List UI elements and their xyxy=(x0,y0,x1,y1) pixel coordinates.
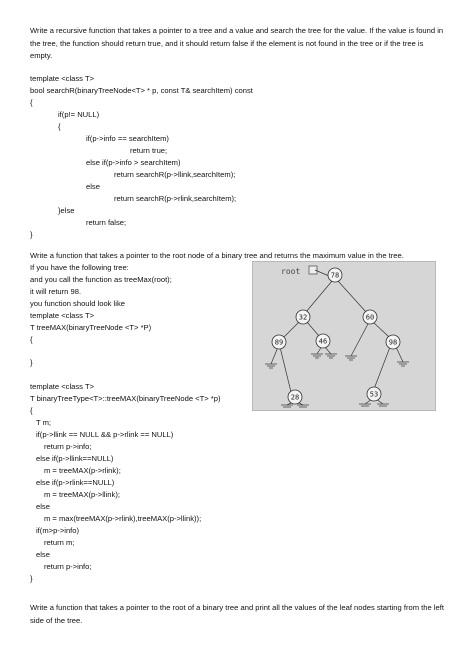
text-line: it will return 98. xyxy=(30,287,82,296)
code-line: else if(p->info > searchItem) xyxy=(86,158,181,167)
node-value: 89 xyxy=(274,338,284,347)
code-line: return true; xyxy=(130,146,168,155)
text-line: { xyxy=(30,335,33,344)
code-line: m = treeMAX(p->rlink); xyxy=(44,466,121,475)
text-line: } xyxy=(30,358,33,367)
binary-tree-diagram xyxy=(253,262,435,410)
node-value: 28 xyxy=(290,393,300,402)
tree-node xyxy=(272,335,286,349)
question-2-heading: Write a function that takes a pointer to the root node of a binary tree and returns the maximum value in the tree. xyxy=(30,251,404,260)
code-line: if(m>p->info) xyxy=(36,526,80,535)
tree-node xyxy=(367,387,381,401)
code-line: T binaryTreeType<T>::treeMAX(binaryTreeNode <T> *p) xyxy=(30,394,221,403)
question-1-text: Write a recursive function that takes a pointer to a tree and a value and search the tree for the value. If the value is found in the tree, the function should return true, and it should return false if the element is not found in the tree or if the tree is empty. xyxy=(30,26,444,61)
code-line: return searchR(p->rlink,searchItem); xyxy=(114,194,237,203)
code-line: return searchR(p->llink,searchItem); xyxy=(114,170,236,179)
text-line: template <class T> xyxy=(30,311,95,320)
tree-node xyxy=(386,335,400,349)
code-line: } xyxy=(30,574,33,583)
code-line: else if(p->rlink==NULL) xyxy=(36,478,115,487)
code-line: } xyxy=(30,230,33,239)
null-link-symbols xyxy=(265,354,409,407)
code-line: template <class T> xyxy=(30,74,95,83)
tree-node xyxy=(296,310,310,324)
code-line: return p->info; xyxy=(44,562,92,571)
code-line: return m; xyxy=(44,538,75,547)
node-value: 98 xyxy=(388,338,398,347)
code-line: else xyxy=(36,550,50,559)
code-line: }else xyxy=(58,206,75,215)
text-line: you function should look like xyxy=(30,299,125,308)
tree-node xyxy=(363,310,377,324)
code-line: return p->info; xyxy=(44,442,92,451)
code-line: { xyxy=(30,406,33,415)
node-value: 53 xyxy=(369,390,379,399)
code-line: m = treeMAX(p->llink); xyxy=(44,490,120,499)
code-line: T m; xyxy=(36,418,52,427)
code-line: else if(p->llink==NULL) xyxy=(36,454,114,463)
code-line: if(p!= NULL) xyxy=(58,110,100,119)
node-value: 78 xyxy=(330,271,340,280)
code-line: { xyxy=(58,122,61,131)
code-line: return false; xyxy=(86,218,127,227)
code-line: template <class T> xyxy=(30,382,95,391)
code-line: bool searchR(binaryTreeNode<T> * p, const T& searchItem) const xyxy=(30,86,253,95)
root-label: root xyxy=(281,267,301,276)
node-value: 60 xyxy=(365,313,375,322)
text-line: T treeMAX(binaryTreeNode <T> *P) xyxy=(30,323,152,332)
code-line: m = max(treeMAX(p->rlink),treeMAX(p->llink)); xyxy=(44,514,202,523)
code-line: if(p->info == searchItem) xyxy=(86,134,169,143)
binary-tree-figure xyxy=(252,261,436,411)
tree-node xyxy=(288,390,302,404)
code-line: if(p->llink == NULL && p->rlink == NULL) xyxy=(36,430,174,439)
question-3-text: Write a function that takes a pointer to the root of a binary tree and print all the values of the leaf nodes starting from the left side of the tree. xyxy=(30,603,444,625)
code-line: else xyxy=(86,182,100,191)
text-line: If you have the following tree: xyxy=(30,263,129,272)
tree-node xyxy=(316,334,330,348)
code-line: { xyxy=(30,98,33,107)
text-line: and you call the function as treeMax(root); xyxy=(30,275,172,284)
node-value: 32 xyxy=(298,313,308,322)
node-value: 46 xyxy=(318,337,328,346)
tree-edges xyxy=(271,281,403,405)
code-line: else xyxy=(36,502,50,511)
tree-node xyxy=(328,268,342,282)
